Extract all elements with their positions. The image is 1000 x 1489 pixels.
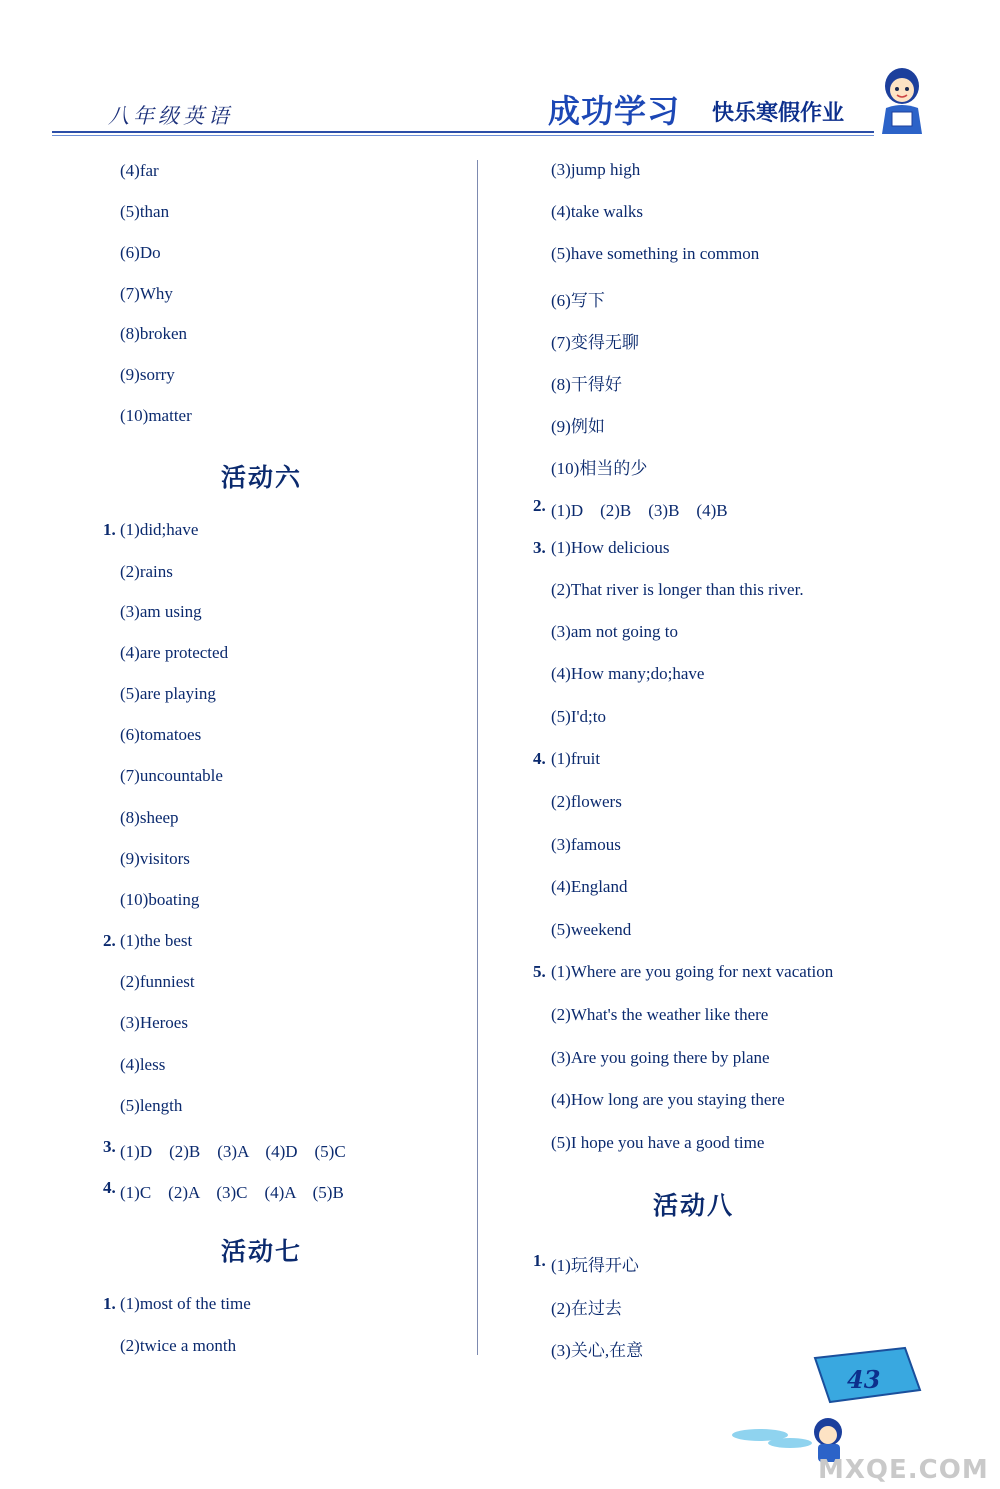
left-answer-5: (5)than [120,202,170,221]
left-answer-6: (6)Do [120,243,161,262]
section-heading-activity-7: 活动七 [221,1237,303,1266]
answer-line: (5)I'd;to [551,707,606,726]
answer-line: (1)D (2)B (3)A (4)D (5)C [120,1142,346,1161]
answer-line: (7)变得无聊 [551,333,639,352]
header-grade-label: 八年级英语 [108,104,233,128]
answer-line: (5)are playing [120,684,216,703]
answer-line: (1)How delicious [551,538,670,557]
question-number: 4. [533,749,546,768]
left-answer-4: (4)far [120,161,159,180]
answer-line: (3)famous [551,835,621,854]
answer-line: (5)weekend [551,920,632,939]
answer-line: (2)在过去 [551,1299,622,1318]
section-heading-activity-6: 活动六 [221,463,303,492]
answer-line: (7)uncountable [120,766,223,785]
answer-line: (4)How many;do;have [551,664,705,683]
answer-line: (2)funniest [120,972,195,991]
mascot-illustration [872,64,932,138]
answer-line: (8)sheep [120,808,179,827]
answer-line: (3)Are you going there by plane [551,1048,770,1067]
left-answer-9: (9)sorry [120,365,175,384]
answer-line: (6)tomatoes [120,725,202,744]
page-number-badge [720,1340,950,1470]
answer-line: (4)are protected [120,643,229,662]
left-answer-10: (10)matter [120,406,192,425]
answer-line: (8)干得好 [551,375,622,394]
answer-line: (9)visitors [120,849,190,868]
question-number: 5. [533,962,546,981]
answer-line: (1)玩得开心 [551,1256,639,1275]
page-number: 43 [847,1365,881,1394]
left-answer-7: (7)Why [120,284,173,303]
answer-line: (6)写下 [551,291,605,310]
answer-line: (3)jump high [551,160,641,179]
answer-line: (2)twice a month [120,1336,237,1355]
question-number: 2. [533,496,546,515]
answer-line: (1)did;have [120,520,199,539]
question-number: 3. [103,1137,116,1156]
answer-line: (3)am not going to [551,622,679,641]
answer-line: (1)Where are you going for next vacation [551,962,834,981]
header-subtitle: 快乐寒假作业 [712,101,845,126]
answer-line: (2)flowers [551,792,622,811]
answer-line: (1)the best [120,931,193,950]
section-heading-activity-8: 活动八 [653,1191,735,1220]
answer-line: (4)England [551,877,628,896]
question-number: 2. [103,931,116,950]
answer-line: (4)less [120,1055,166,1074]
answer-line: (1)most of the time [120,1294,251,1313]
answer-line: (9)例如 [551,417,605,436]
answer-line: (3)am using [120,602,202,621]
answer-line: (10)相当的少 [551,459,648,478]
question-number: 1. [103,520,116,539]
column-divider [477,160,478,1355]
answer-line: (3)Heroes [120,1013,188,1032]
answer-line: (2)What's the weather like there [551,1005,769,1024]
answer-line: (1)D (2)B (3)B (4)B [551,501,728,520]
left-answer-8: (8)broken [120,324,188,343]
answer-line: (2)rains [120,562,173,581]
header-rule [52,131,874,133]
answer-line: (1)fruit [551,749,601,768]
answer-line: (4)How long are you staying there [551,1090,785,1109]
question-number: 1. [533,1251,546,1270]
answer-line: (1)C (2)A (3)C (4)A (5)B [120,1183,344,1202]
question-number: 1. [103,1294,116,1313]
question-number: 4. [103,1178,116,1197]
answer-line: (5)length [120,1096,183,1115]
brand-title: 成功学习 [548,92,681,130]
answer-line: (5)have something in common [551,244,760,263]
question-number: 3. [533,538,546,557]
answer-line: (5)I hope you have a good time [551,1133,765,1152]
watermark: MXQE.COM [818,1455,989,1485]
header-rule-thin [52,135,874,136]
answer-line: (10)boating [120,890,200,909]
answer-line: (3)关心,在意 [551,1341,644,1360]
answer-line: (2)That river is longer than this river. [551,580,804,599]
answer-line: (4)take walks [551,202,644,221]
